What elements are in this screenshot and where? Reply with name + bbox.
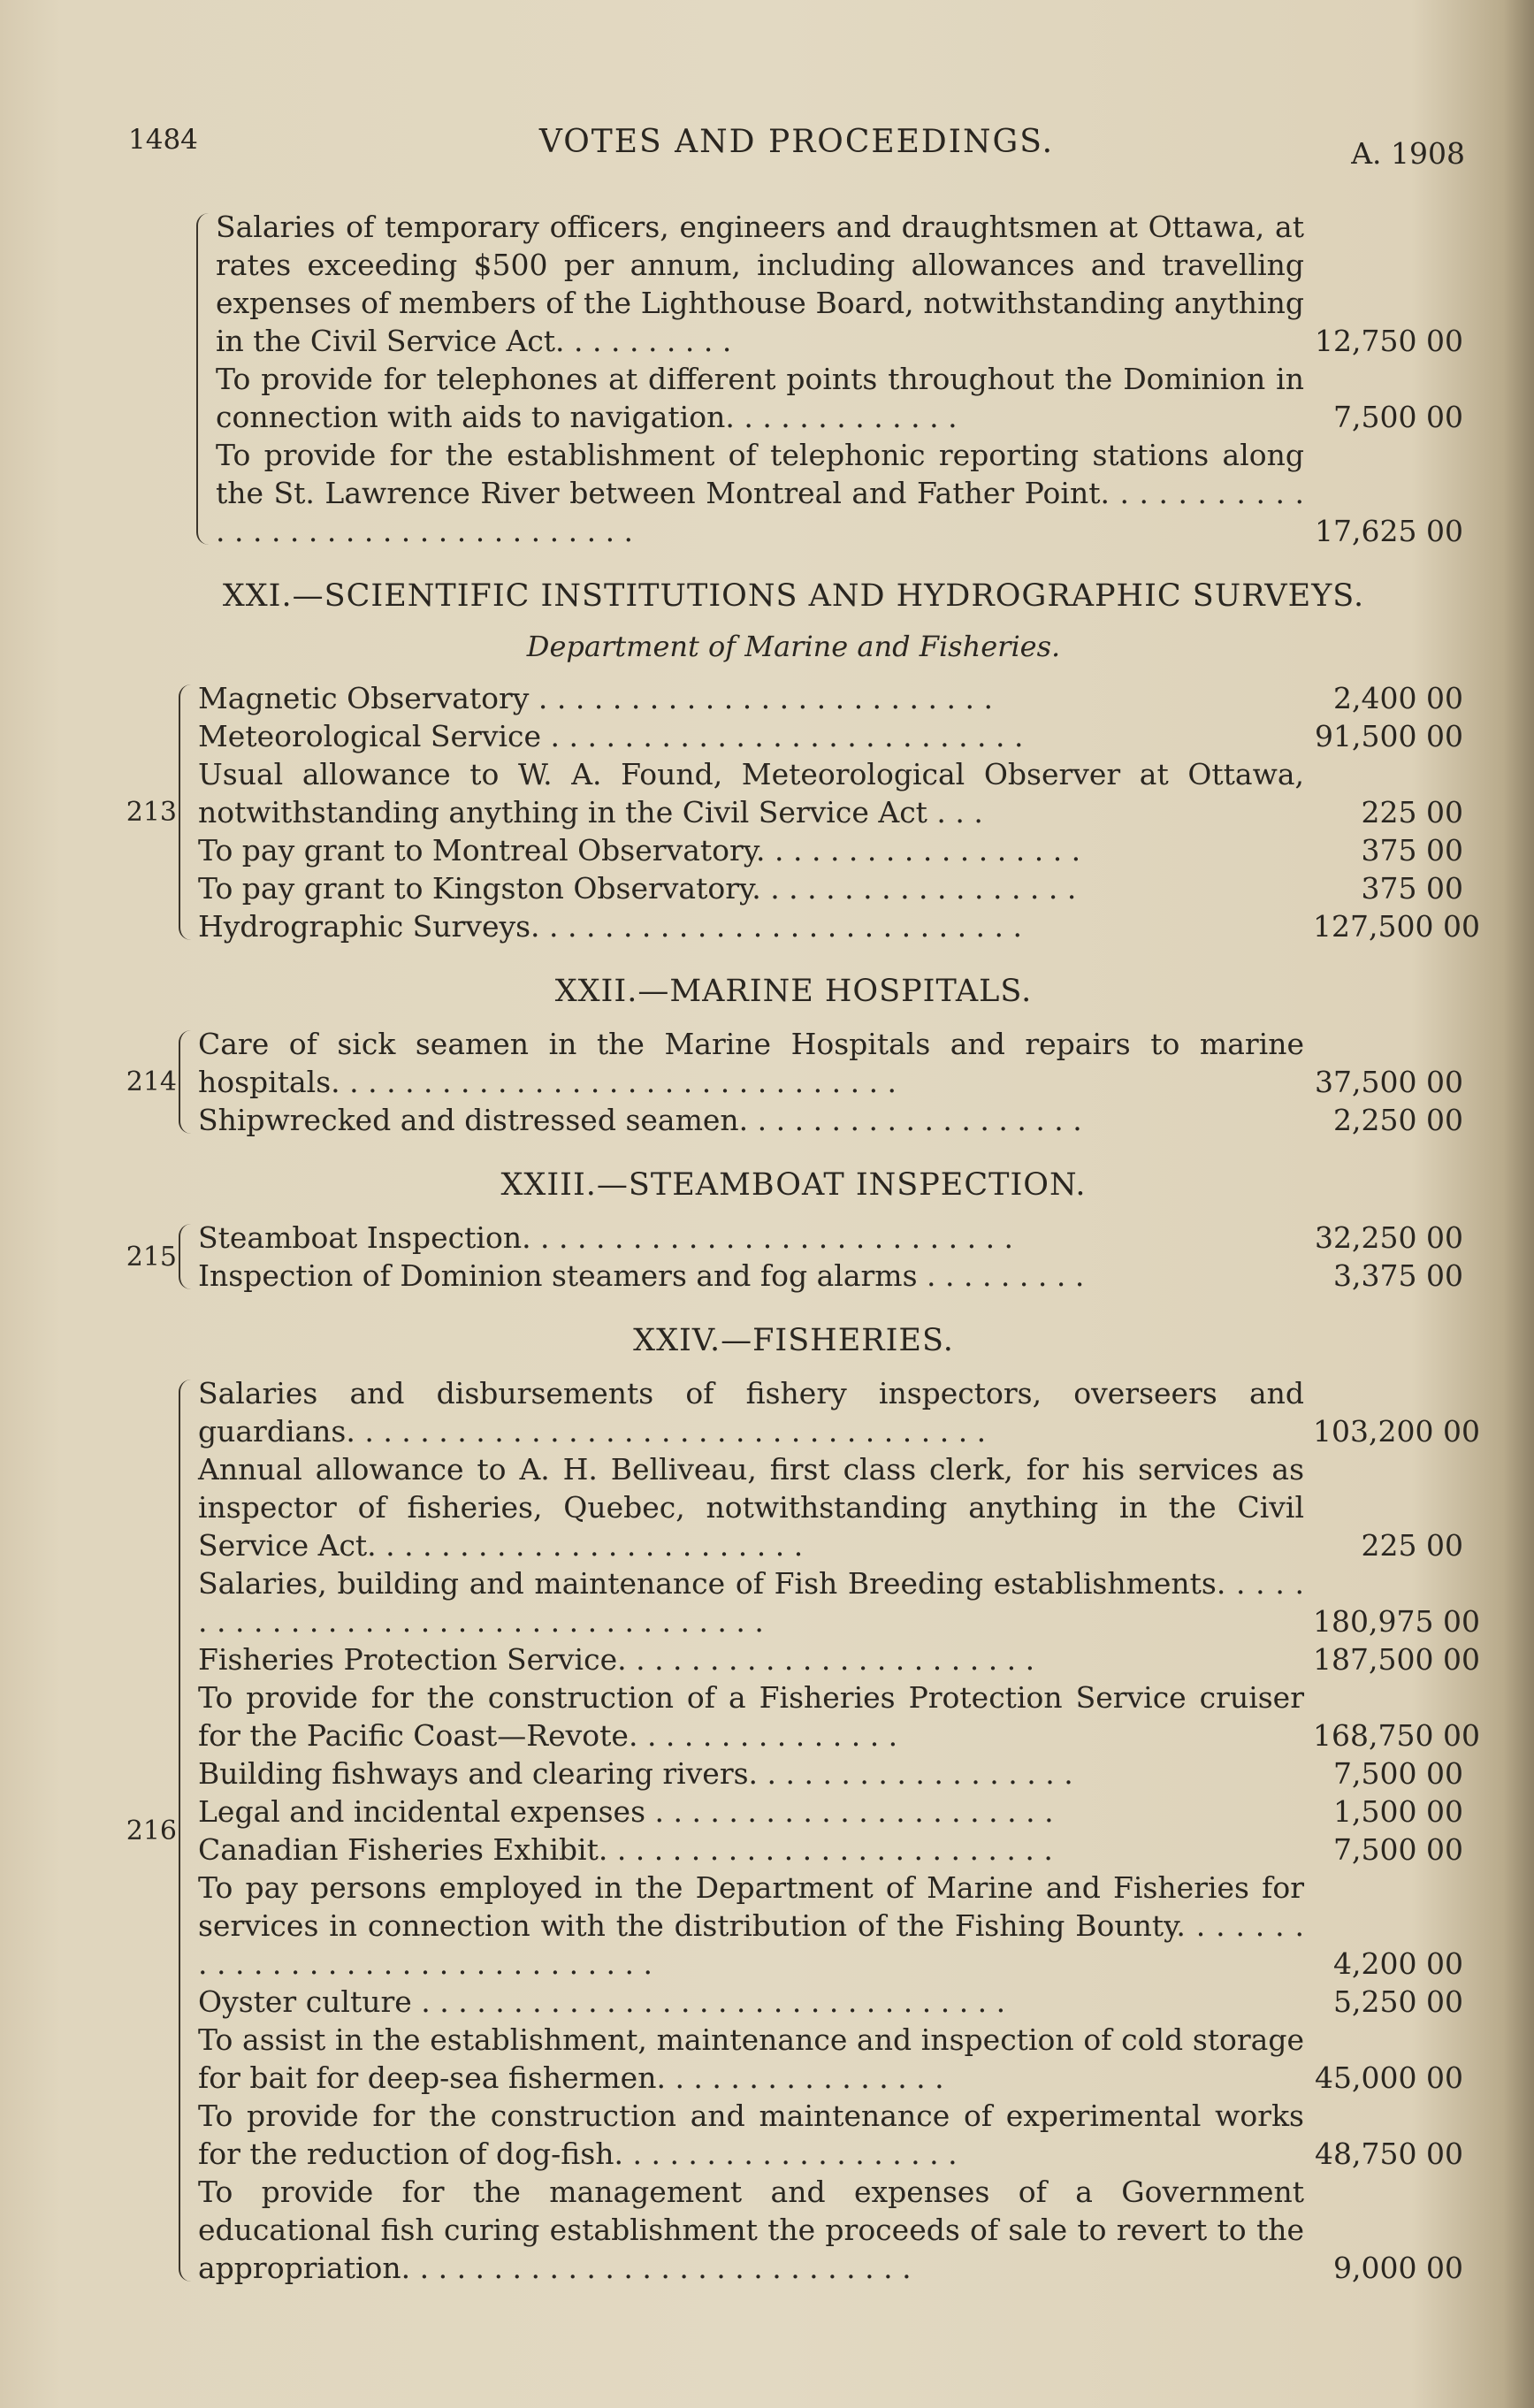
- list-item: [198, 1983, 1463, 2021]
- item-list: [216, 208, 1463, 550]
- item-description: Canadian Fisheries Exhibit. . . . . . . . . . . . . . . . . . . . . . . . .: [198, 1832, 1053, 1867]
- vote-number: 213: [126, 797, 177, 828]
- item-amount: 225 00: [1361, 795, 1463, 829]
- list-item: [198, 1831, 1463, 1869]
- item-amount: 1,500 00: [1333, 1794, 1463, 1829]
- item-description: Shipwrecked and distressed seamen. . . . . . . . . . . . . . . . . . .: [198, 1103, 1082, 1137]
- item-description: To provide for the construction of a Fisheries Protection Service cruiser for the Pacific Coast—Revote. . . . . . . . . . . . . . .: [198, 1680, 1304, 1753]
- item-description: Salaries and disbursements of fishery inspectors, overseers and guardians. . . . . . . . . . . . . . . . . . . . . . . . . . . . . . . . . . .: [198, 1376, 1304, 1449]
- item-description: Fisheries Protection Service. . . . . . . . . . . . . . . . . . . . . . .: [198, 1642, 1035, 1677]
- item-description: Meteorological Service . . . . . . . . . . . . . . . . . . . . . . . . . .: [198, 719, 1024, 753]
- item-description: Hydrographic Surveys. . . . . . . . . . . . . . . . . . . . . . . . . . .: [198, 909, 1023, 944]
- vote-block: [124, 1025, 1463, 1139]
- list-item: [198, 1564, 1480, 1640]
- list-item: [198, 1754, 1463, 1793]
- vote-number: 215: [126, 1241, 177, 1273]
- item-description: Legal and incidental expenses . . . . . . . . . . . . . . . . . . . . . .: [198, 1794, 1054, 1829]
- item-amount: 4,200 00: [1333, 1946, 1463, 1981]
- item-description: Annual allowance to A. H. Belliveau, first class clerk, for his services as inspector of fisheries, Quebec, notwithstanding anything in the Civil Service Act. . . . . . . . . . . . . . . . . . . . . . . .: [198, 1452, 1304, 1563]
- item-description: To pay persons employed in the Department of Marine and Fisheries for services in connection with the distribution of the Fishing Bounty. . . . . . . . . . . . . . . . . . . . . . . . . . . . . . . .: [198, 1870, 1304, 1981]
- list-item: [198, 1025, 1463, 1101]
- list-item: [198, 1257, 1463, 1295]
- item-amount: 2,250 00: [1333, 1103, 1463, 1137]
- item-description: To provide for the management and expenses of a Government educational fish curing establishment the proceeds of sale to revert to the appropriation. . . . . . . . . . . . . . . . . . . . . . . . . . . .: [198, 2175, 1304, 2285]
- vote-block: [124, 1374, 1480, 2287]
- vote-block: [124, 1219, 1463, 1295]
- item-description: To provide for the construction and maintenance of experimental works for the reduction of dog-fish. . . . . . . . . . . . . . . . . . .: [198, 2098, 1304, 2171]
- item-list: [198, 1374, 1480, 2287]
- item-description: Steamboat Inspection. . . . . . . . . . . . . . . . . . . . . . . . . . .: [198, 1220, 1014, 1255]
- item-list: [198, 1025, 1463, 1139]
- section-heading: XXII.—MARINE HOSPITALS.: [554, 974, 1033, 1009]
- list-item: [216, 360, 1463, 436]
- brace: [179, 684, 193, 940]
- item-description: To provide for telephones at different points throughout the Dominion in connection with aids to navigation. . . . . . . . . . . . .: [216, 362, 1304, 434]
- section-heading: XXIII.—STEAMBOAT INSPECTION.: [500, 1167, 1087, 1203]
- vote-number: 214: [126, 1066, 177, 1097]
- item-description: To assist in the establishment, maintenance and inspection of cold storage for bait for deep-sea fishermen. . . . . . . . . . . . . . . .: [198, 2022, 1304, 2095]
- item-description: Care of sick seamen in the Marine Hospitals and repairs to marine hospitals. . . . . . . . . . . . . . . . . . . . . . . . . . . . . . .: [198, 1027, 1304, 1099]
- list-item: [198, 1374, 1480, 1450]
- item-amount: 103,200 00: [1313, 1414, 1480, 1449]
- brace: [196, 213, 210, 545]
- list-item: [198, 2021, 1463, 2097]
- item-description: Building fishways and clearing rivers. . . . . . . . . . . . . . . . . .: [198, 1756, 1073, 1791]
- item-amount: 180,975 00: [1313, 1604, 1480, 1639]
- item-amount: 225 00: [1361, 1528, 1463, 1563]
- item-list: [198, 679, 1480, 945]
- section-heading: XXI.—SCIENTIFIC INSTITUTIONS AND HYDROGRAPHIC SURVEYS.: [222, 578, 1365, 614]
- running-title: VOTES AND PROCEEDINGS.: [538, 124, 1055, 160]
- list-item: [198, 2173, 1463, 2287]
- page-number: 1484: [128, 124, 198, 156]
- list-item: [216, 208, 1463, 360]
- list-item: [198, 1450, 1463, 1564]
- list-item: [198, 1640, 1480, 1678]
- section-heading: XXIV.—FISHERIES.: [633, 1323, 954, 1358]
- list-item: [198, 2097, 1463, 2173]
- continued-items-block: [196, 208, 1463, 550]
- item-amount: 2,400 00: [1333, 681, 1463, 715]
- item-description: To pay grant to Montreal Observatory. . . . . . . . . . . . . . . . . .: [198, 833, 1081, 868]
- brace: [179, 1224, 193, 1289]
- item-amount: 91,500 00: [1315, 719, 1463, 753]
- brace: [179, 1380, 193, 2282]
- list-item: [198, 679, 1463, 717]
- item-description: To provide for the establishment of telephonic reporting stations along the St. Lawrence River between Montreal and Father Point. . . . . . . . . . . . . . . . . . . . . . . . . . . . . . . . . .: [216, 438, 1304, 548]
- item-description: Salaries, building and maintenance of Fish Breeding establishments. . . . . . . . . . . . . . . . . . . . . . . . . . . . . . . . . . . .: [198, 1566, 1304, 1639]
- item-amount: 48,750 00: [1315, 2137, 1463, 2171]
- item-amount: 168,750 00: [1313, 1718, 1480, 1753]
- item-amount: 37,500 00: [1315, 1065, 1463, 1099]
- brace: [179, 1030, 193, 1134]
- item-amount: 45,000 00: [1315, 2060, 1463, 2095]
- item-amount: 12,750 00: [1315, 324, 1463, 358]
- vote-block: [124, 679, 1480, 945]
- page-header: [128, 124, 1465, 177]
- list-item: [198, 1869, 1463, 1983]
- item-amount: 375 00: [1361, 871, 1463, 906]
- item-amount: 17,625 00: [1315, 514, 1463, 548]
- item-description: To pay grant to Kingston Observatory. . . . . . . . . . . . . . . . . .: [198, 871, 1077, 906]
- list-item: [198, 831, 1463, 869]
- item-amount: 32,250 00: [1315, 1220, 1463, 1255]
- vote-number: 216: [126, 1815, 177, 1846]
- item-amount: 9,000 00: [1333, 2251, 1463, 2285]
- item-description: Inspection of Dominion steamers and fog alarms . . . . . . . . .: [198, 1258, 1085, 1293]
- item-description: Magnetic Observatory . . . . . . . . . . . . . . . . . . . . . . . . .: [198, 681, 993, 715]
- list-item: [198, 717, 1463, 755]
- list-item: [216, 436, 1463, 550]
- department-heading: Department of Marine and Fisheries.: [526, 630, 1061, 663]
- item-amount: 3,375 00: [1333, 1258, 1463, 1293]
- item-amount: 7,500 00: [1333, 400, 1463, 434]
- item-amount: 5,250 00: [1333, 1984, 1463, 2019]
- item-amount: 375 00: [1361, 833, 1463, 868]
- item-list: [198, 1219, 1463, 1295]
- item-description: Usual allowance to W. A. Found, Meteorological Observer at Ottawa, notwithstanding anything in the Civil Service Act . . .: [198, 757, 1304, 829]
- item-amount: 7,500 00: [1333, 1756, 1463, 1791]
- list-item: [198, 1219, 1463, 1257]
- item-description: Oyster culture . . . . . . . . . . . . . . . . . . . . . . . . . . . . . . . .: [198, 1984, 1006, 2019]
- item-amount: 7,500 00: [1333, 1832, 1463, 1867]
- session-year: A. 1908: [1351, 136, 1465, 171]
- list-item: [198, 907, 1480, 945]
- list-item: [198, 1678, 1480, 1754]
- list-item: [198, 1101, 1463, 1139]
- item-amount: 187,500 00: [1313, 1642, 1480, 1677]
- list-item: [198, 1793, 1463, 1831]
- item-amount: 127,500 00: [1313, 909, 1480, 944]
- item-description: Salaries of temporary officers, engineers and draughtsmen at Ottawa, at rates exceeding $500 per annum, including allowances and travelling expenses of members of the Lighthouse Board, notwithstanding anything in the Civil Service Act. . . . . . . . . .: [216, 210, 1304, 358]
- list-item: [198, 755, 1463, 831]
- list-item: [198, 869, 1463, 907]
- page-body: [124, 208, 1480, 2287]
